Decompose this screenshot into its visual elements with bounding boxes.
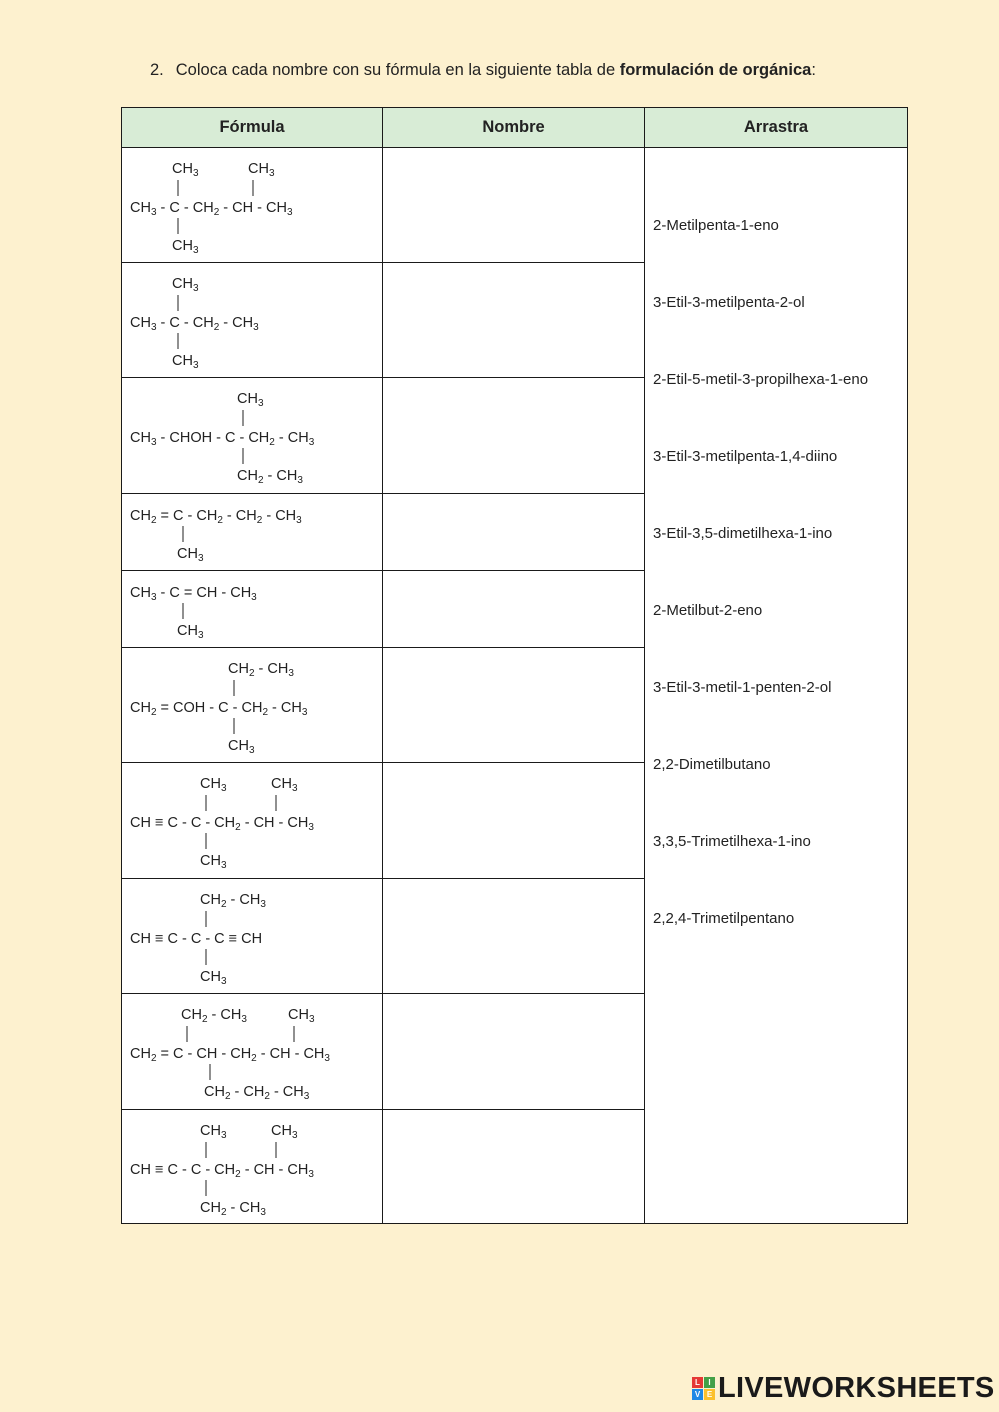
header-row xyxy=(122,108,908,148)
formula-text: $CH_3$ xyxy=(177,623,204,641)
logo-text: LIVEWORKSHEETS xyxy=(718,1371,995,1404)
header-name: Nombre xyxy=(383,108,645,148)
formula-text: $CH_2 - CH_3$ xyxy=(237,468,303,486)
formula-9 xyxy=(122,994,382,1108)
formula-cell xyxy=(122,763,383,879)
header-formula: Fórmula xyxy=(122,108,383,148)
formula-text: $CH_2 - CH_3$ xyxy=(200,1200,266,1218)
formula-text: $CH_3$ - C - $CH_2 - CH_3$ xyxy=(130,315,259,333)
instruction-end: : xyxy=(811,61,816,79)
name-drop-cell[interactable] xyxy=(383,263,645,378)
drag-option[interactable]: 3-Etil-3-metilpenta-2-ol xyxy=(653,294,805,311)
drag-options-column xyxy=(645,148,908,1224)
formula-7 xyxy=(122,763,382,877)
logo-mark-icon: L I V E xyxy=(692,1377,715,1400)
name-drop-cell[interactable] xyxy=(383,1110,645,1224)
drag-option[interactable]: 2,2,4-Trimetilpentano xyxy=(653,910,795,927)
formula-text: CH ≡ C - C - $CH_2$ - CH - $CH_3$ xyxy=(130,815,314,833)
name-drop-cell[interactable] xyxy=(383,148,645,263)
drag-option[interactable]: 3,3,5-Trimetilhexa-1-ino xyxy=(653,833,811,850)
formula-text: $CH_3$ - C - $CH_2$ - CH - $CH_3$ xyxy=(130,200,293,218)
formula-cell xyxy=(122,994,383,1110)
drag-option[interactable]: 3-Etil-3-metil-1-penten-2-ol xyxy=(653,679,832,696)
header-drag: Arrastra xyxy=(645,108,908,148)
formula-text: $CH_3$ xyxy=(172,238,199,256)
formula-2 xyxy=(122,263,382,377)
formula-table xyxy=(121,107,908,1224)
formula-cell xyxy=(122,378,383,494)
formula-text: $CH_3$ xyxy=(172,161,199,179)
formula-6 xyxy=(122,648,382,762)
formula-text: $CH_3$ xyxy=(237,391,264,409)
formula-cell xyxy=(122,879,383,994)
formula-text: $CH_2 - CH_2 - CH_3$ xyxy=(204,1084,310,1102)
table-row xyxy=(122,148,908,263)
instruction-bold: formulación de orgánica xyxy=(619,61,812,79)
formula-text: $CH_3$ xyxy=(177,546,204,564)
drag-option[interactable]: 2-Metilbut-2-eno xyxy=(653,602,763,619)
name-drop-cell[interactable] xyxy=(383,994,645,1110)
liveworksheets-logo xyxy=(692,1371,995,1405)
formula-text: $CH_2$ = COH - C - $CH_2 - CH_3$ xyxy=(130,700,308,718)
formula-text: $CH_3$ xyxy=(172,353,199,371)
name-drop-cell[interactable] xyxy=(383,648,645,763)
formula-text: $CH_2 = C$ - CH - $CH_2$ - CH - $CH_3$ xyxy=(130,1046,330,1064)
drag-option[interactable]: 2,2-Dimetilbutano xyxy=(653,756,771,773)
name-drop-cell[interactable] xyxy=(383,494,645,571)
formula-3 xyxy=(122,378,382,492)
formula-8 xyxy=(122,879,382,993)
formula-10 xyxy=(122,1110,382,1223)
formula-cell xyxy=(122,494,383,571)
name-drop-cell[interactable] xyxy=(383,763,645,879)
instruction xyxy=(150,61,816,80)
formula-cell xyxy=(122,148,383,263)
formula-text: $CH_2 - CH_3$ xyxy=(181,1007,247,1025)
instruction-number: 2. xyxy=(150,61,164,79)
formula-text: $CH_3$ xyxy=(271,776,298,794)
formula-1 xyxy=(122,148,382,262)
instruction-text: Coloca cada nombre con su fórmula en la siguiente tabla de xyxy=(175,61,620,79)
formula-text: CH ≡ C - C - $CH_2$ - CH - $CH_3$ xyxy=(130,1162,314,1180)
formula-5 xyxy=(122,571,382,647)
formula-text: $CH_3$ xyxy=(271,1123,298,1141)
formula-text: $CH_3$ - CHOH - C - $CH_2 - CH_3$ xyxy=(130,430,315,448)
formula-text: $CH_3$ xyxy=(200,776,227,794)
formula-text: $CH_2 - CH_3$ xyxy=(228,661,294,679)
formula-text: $CH_3$ xyxy=(200,1123,227,1141)
drag-option[interactable]: 2-Metilpenta-1-eno xyxy=(653,217,779,234)
formula-text: $CH_3$ xyxy=(200,853,227,871)
formula-text: $CH_2 = C - CH_2 - CH_2 - CH_3$ xyxy=(130,508,302,526)
formula-cell xyxy=(122,571,383,648)
name-drop-cell[interactable] xyxy=(383,378,645,494)
formula-cell xyxy=(122,648,383,763)
formula-text: $CH_3$ - C = CH - $CH_3$ xyxy=(130,585,257,603)
drag-option[interactable]: 3-Etil-3-metilpenta-1,4-diino xyxy=(653,448,838,465)
formula-text: $CH_3$ xyxy=(248,161,275,179)
drag-option[interactable]: 3-Etil-3,5-dimetilhexa-1-ino xyxy=(653,525,833,542)
drag-option[interactable]: 2-Etil-5-metil-3-propilhexa-1-eno xyxy=(653,371,869,388)
formula-cell xyxy=(122,263,383,378)
formula-text: $CH_3$ xyxy=(228,738,255,756)
name-drop-cell[interactable] xyxy=(383,879,645,994)
name-drop-cell[interactable] xyxy=(383,571,645,648)
formula-text: $CH_3$ xyxy=(172,276,199,294)
formula-cell xyxy=(122,1110,383,1224)
formula-text: CH ≡ C - C - C ≡ CH xyxy=(130,931,263,947)
formula-text: $CH_3$ xyxy=(200,969,227,987)
formula-text: $CH_2 - CH_3$ xyxy=(200,892,266,910)
formula-text: $CH_3$ xyxy=(288,1007,315,1025)
formula-4 xyxy=(122,494,382,570)
